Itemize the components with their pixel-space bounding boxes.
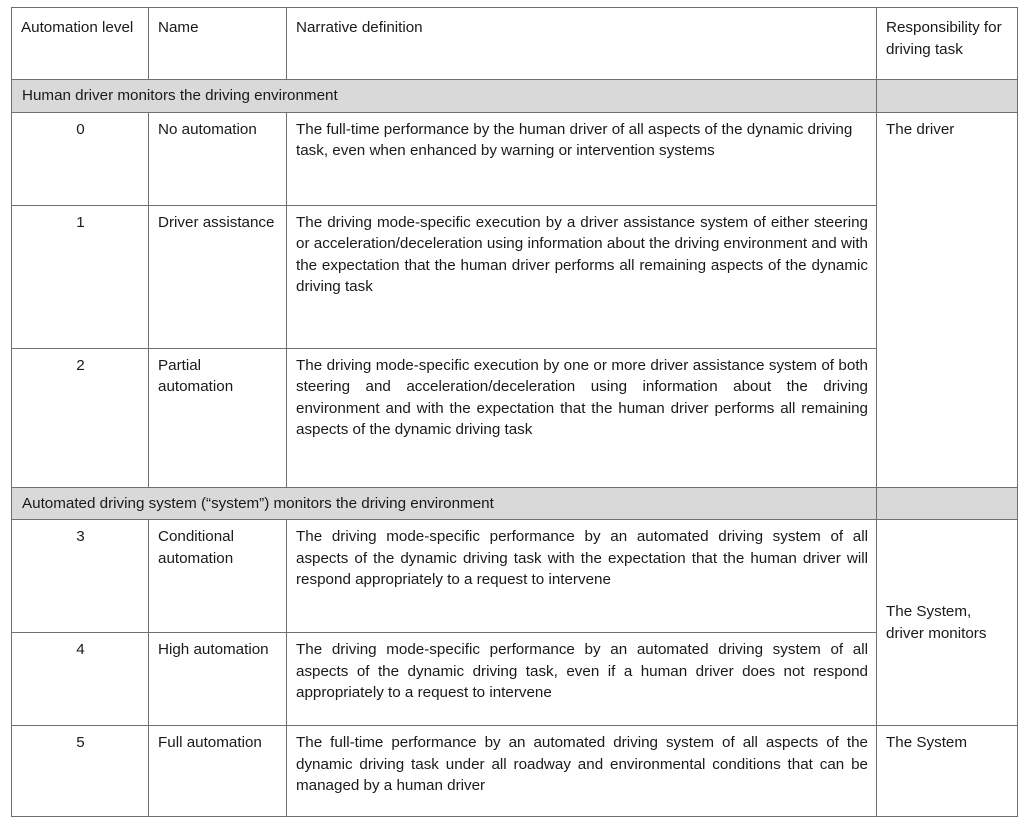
cell-name: No automation	[149, 112, 287, 205]
cell-level: 1	[12, 205, 149, 348]
cell-narrative: The driving mode-specific execution by a driver assistance system of either steering or acceleration/deceleration using information about the driving environment and with the expectation that the human driver performs all remaining aspects of the dynamic driving task	[287, 205, 877, 348]
table-row	[12, 726, 1018, 817]
section-header-row-system-monitors	[12, 487, 1018, 520]
cell-level: 5	[12, 726, 149, 817]
cell-narrative: The driving mode-specific execution by one or more driver assistance system of both steering and acceleration/deceleration using information about the driving environment and with the expectation that the human driver performs all remaining aspects of the dynamic driving task	[287, 348, 877, 487]
cell-name: Conditional automation	[149, 520, 287, 633]
cell-level: 4	[12, 633, 149, 726]
header-cell-automation-level	[12, 8, 149, 80]
section-header-row-human-monitors	[12, 80, 1018, 113]
cell-name: High automation	[149, 633, 287, 726]
cell-name: Partial automation	[149, 348, 287, 487]
cell-level: 0	[12, 112, 149, 205]
cell-level: 3	[12, 520, 149, 633]
table-row	[12, 112, 1018, 205]
cell-narrative: The driving mode-specific performance by an automated driving system of all aspects of the dynamic driving task, even if a human driver does not respond appropriately to a request to intervene	[287, 633, 877, 726]
header-cell-narrative-definition	[287, 8, 877, 80]
section-label-system-monitors: Automated driving system (“system”) monitors the driving environment	[12, 487, 877, 520]
cell-level: 2	[12, 348, 149, 487]
table-header-row	[12, 8, 1018, 80]
cell-responsibility: The driver	[877, 112, 1018, 487]
cell-narrative: The driving mode-specific performance by an automated driving system of all aspects of the dynamic driving task with the expectation that the human driver will respond appropriately to a request to intervene	[287, 520, 877, 633]
header-label-responsibility: Responsibility for driving task	[886, 19, 1002, 58]
table-row	[12, 520, 1018, 633]
cell-narrative: The full-time performance by the human driver of all aspects of the dynamic driving task, even when enhanced by warning or intervention systems	[287, 112, 877, 205]
header-cell-responsibility	[877, 8, 1018, 80]
cell-narrative: The full-time performance by an automated driving system of all aspects of the dynamic driving task under all roadway and environmental conditions that can be managed by a human driver	[287, 726, 877, 817]
header-label-name: Name	[158, 19, 199, 36]
header-cell-name	[149, 8, 287, 80]
section-blank-cell-human-monitors	[877, 80, 1018, 113]
automation-levels-table	[11, 7, 1018, 817]
header-label-narrative-definition: Narrative definition	[296, 19, 423, 36]
cell-name: Driver assistance	[149, 205, 287, 348]
cell-responsibility: The System	[877, 726, 1018, 817]
table-row	[12, 633, 1018, 726]
header-label-automation-level: Automation level	[21, 19, 134, 36]
section-label-human-monitors: Human driver monitors the driving environment	[12, 80, 877, 113]
table-row	[12, 205, 1018, 348]
table-row	[12, 348, 1018, 487]
section-blank-cell-system-monitors	[877, 487, 1018, 520]
cell-responsibility: The System, driver monitors	[877, 520, 1018, 726]
cell-name: Full automation	[149, 726, 287, 817]
